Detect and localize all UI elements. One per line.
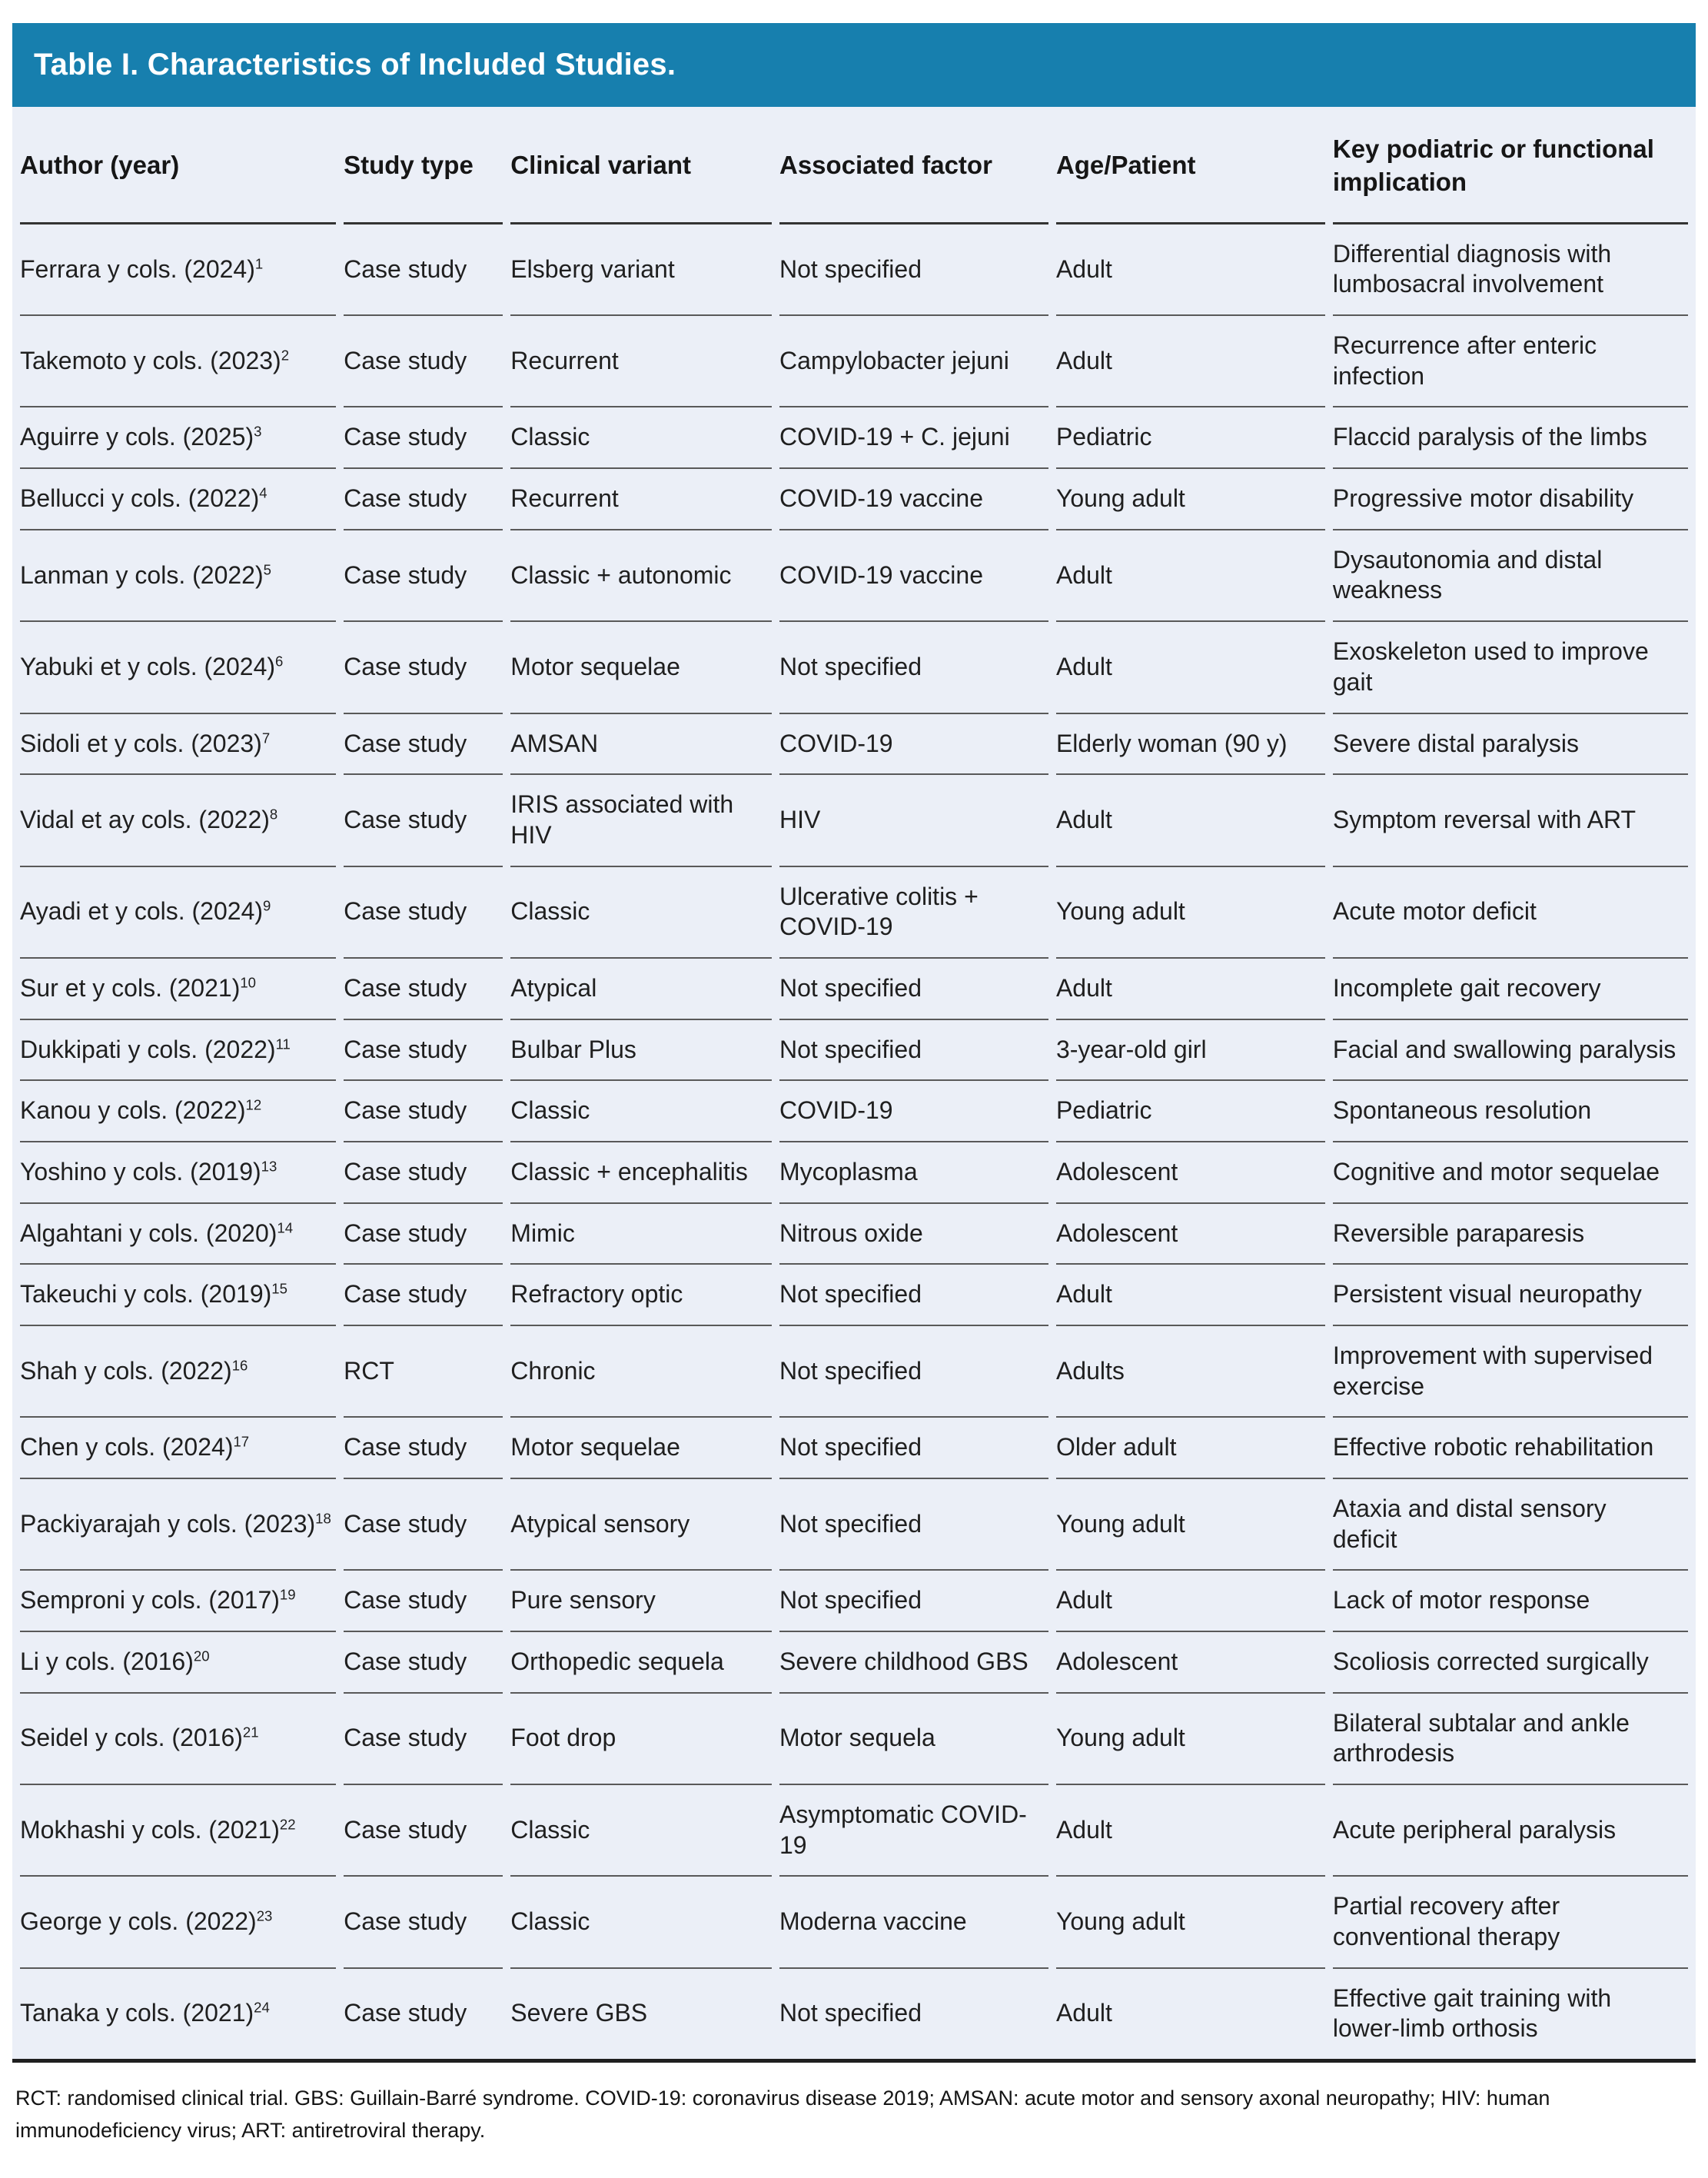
cell-age-patient: Adolescent [1056,1204,1325,1265]
cell-age-patient: Elderly woman (90 y) [1056,714,1325,776]
cell-study-type: Case study [344,959,503,1020]
table-row [20,1969,1688,2059]
reference-superscript: 5 [263,560,271,577]
cell-implication: Improvement with supervised exercise [1333,1326,1688,1418]
cell-implication: Dysautonomia and distal weakness [1333,530,1688,622]
cell-implication: Exoskeleton used to improve gait [1333,622,1688,713]
column-header-study-type: Study type [344,107,503,224]
cell-age-patient: Adult [1056,622,1325,713]
table-row [20,224,1688,316]
reference-superscript: 24 [254,1999,270,2016]
table-row [20,1204,1688,1265]
reference-superscript: 15 [271,1280,287,1297]
table-row [20,1785,1688,1877]
cell-associated-factor: Motor sequela [779,1694,1048,1785]
cell-associated-factor: COVID-19 + C. jejuni [779,407,1048,469]
cell-study-type: Case study [344,1081,503,1142]
cell-age-patient: Adults [1056,1326,1325,1418]
cell-age-patient: Adult [1055,1999,1112,2027]
cell-implication: Ataxia and distal sensory deficit [1333,1479,1688,1571]
table-container [12,107,1696,2063]
cell-age-patient: Adult [1056,224,1325,316]
table-row [20,622,1688,713]
cell-clinical-variant: Refractory optic [510,1265,772,1326]
cell-clinical-variant: Classic + encephalitis [510,1142,772,1204]
cell-associated-factor: Not specified [779,1326,1048,1418]
cell-clinical-variant: IRIS associated with HIV [510,775,772,866]
table-row [20,316,1688,407]
cell-study-type: Case study [344,1571,503,1632]
cell-age-patient: Adult [1056,530,1325,622]
cell-age-patient: Young adult [1056,1877,1325,1968]
cell-associated-factor: Not specified [779,1999,922,2027]
cell-implication: Persistent visual neuropathy [1333,1265,1688,1326]
cell-associated-factor: Not specified [779,224,1048,316]
cell-study-type: Case study [344,316,503,407]
reference-superscript: 17 [233,1433,250,1450]
cell-associated-factor: Ulcerative colitis + COVID-19 [779,867,1048,959]
reference-superscript: 1 [254,254,264,271]
table-row [20,1326,1688,1418]
cell-implication: Differential diagnosis with lumbosacral involvement [1333,224,1688,316]
cell-author: Shah y cols. $(2022)^{16}$ [20,1326,336,1418]
reference-superscript: 9 [263,897,271,914]
table-row [20,1694,1688,1785]
cell-clinical-variant: Classic [510,867,772,959]
cell-clinical-variant: Recurrent [510,469,772,530]
cell-study-type: Case study [344,1020,503,1082]
cell-associated-factor: Mycoplasma [779,1142,1048,1204]
table-title-bar [12,23,1696,107]
table-footnote: RCT: randomised clinical trial. GBS: Guillain-Barré syndrome. COVID-19: coronavirus disease 2019; AMSAN: acute motor and sensory axonal neuropathy; HIV: human immunodeficiency virus; ART: antiretroviral therapy. [15,2086,1550,2142]
cell-author: Mokhashi y cols. $(2021)^{22}$ [20,1785,336,1877]
cell-implication: Reversible paraparesis [1333,1204,1688,1265]
column-header-associated-factor: Associated factor [779,107,1048,224]
reference-superscript: 10 [240,974,256,991]
cell-associated-factor: Not specified [779,622,1048,713]
cell-implication: Lack of motor response [1333,1571,1688,1632]
cell-author: Bellucci y cols. $(2022)^4$ [20,469,336,530]
cell-associated-factor: Not specified [779,1479,1048,1571]
cell-clinical-variant: Classic [510,1785,772,1877]
reference-superscript: 3 [254,423,262,440]
cell-associated-factor: Not specified [779,1020,1048,1082]
reference-superscript: 23 [256,1907,273,1924]
reference-superscript: 6 [275,653,284,670]
cell-clinical-variant: Atypical sensory [510,1479,772,1571]
cell-age-patient: Pediatric [1056,407,1325,469]
cell-implication: Acute motor deficit [1333,867,1688,959]
cell-study-type: Case study [344,530,503,622]
table-row [20,530,1688,622]
cell-age-patient: Young adult [1056,1694,1325,1785]
cell-clinical-variant: Motor sequelae [510,622,772,713]
cell-associated-factor: COVID-19 [779,1081,1048,1142]
cell-study-type: Case study [344,469,503,530]
cell-author: Packiyarajah y cols. $(2023)^{18}$ [20,1479,336,1571]
cell-implication: Facial and swallowing paralysis [1333,1020,1688,1082]
cell-clinical-variant: Bulbar Plus [510,1020,772,1082]
table-body [20,224,1688,2059]
column-header-implication: Key podiatric or functional implication [1333,107,1688,224]
table-title: Table I. Characteristics of Included Studies. [34,48,676,81]
cell-clinical-variant: Classic + autonomic [510,530,772,622]
cell-age-patient: Pediatric [1056,1081,1325,1142]
cell-associated-factor: COVID-19 vaccine [779,530,1048,622]
cell-clinical-variant: Classic [510,1081,772,1142]
cell-study-type: Case study [344,1204,503,1265]
cell-associated-factor: Severe childhood GBS [779,1632,1048,1694]
cell-study-type: Case study [344,622,503,713]
table-row [20,469,1688,530]
cell-author: Semproni y cols. $(2017)^{19}$ [20,1571,336,1632]
cell-associated-factor: Not specified [779,1571,1048,1632]
cell-clinical-variant: Orthopedic sequela [510,1632,772,1694]
cell-age-patient: Young adult [1056,469,1325,530]
reference-superscript: 21 [242,1724,259,1741]
table-row [20,1877,1688,1968]
cell-study-type: RCT [344,1326,503,1418]
cell-author: Yabuki et y cols. $(2024)^6$ [20,622,336,713]
cell-age-patient: Young adult [1056,1479,1325,1571]
cell-author: Takemoto y cols. $(2023)^2$ [20,316,336,407]
table-row [20,1632,1688,1694]
cell-associated-factor: Asymptomatic COVID-19 [779,1785,1048,1877]
cell-implication: Effective robotic rehabilitation [1333,1418,1688,1479]
cell-study-type: Case study [344,775,503,866]
cell-clinical-variant: Pure sensory [510,1571,772,1632]
reference-superscript: 19 [279,1586,296,1603]
cell-implication: Symptom reversal with ART [1333,775,1688,866]
cell-study-type: Case study [344,714,503,776]
cell-implication: Bilateral subtalar and ankle arthrodesis [1333,1694,1688,1785]
cell-author: Yoshino y cols. $(2019)^{13}$ [20,1142,336,1204]
cell-implication: Acute peripheral paralysis [1333,1785,1688,1877]
reference-superscript: 2 [281,347,290,364]
table-row [20,867,1688,959]
cell-author: Chen y cols. $(2024)^{17}$ [20,1418,336,1479]
cell-associated-factor: COVID-19 vaccine [779,469,1048,530]
table-row [20,775,1688,866]
cell-associated-factor: Not specified [779,1418,1048,1479]
cell-age-patient: Adolescent [1056,1632,1325,1694]
cell-study-type: Case study [344,1877,503,1968]
cell-study-type: Case study [344,1999,467,2027]
cell-study-type: Case study [344,1785,503,1877]
cell-author: Kanou y cols. $(2022)^{12}$ [20,1081,336,1142]
cell-implication: Severe distal paralysis [1333,714,1688,776]
cell-age-patient: Adult [1056,775,1325,866]
reference-superscript: 22 [279,1816,296,1833]
cell-age-patient: Adult [1056,1785,1325,1877]
reference-superscript: 7 [261,729,271,746]
cell-age-patient: Young adult [1056,867,1325,959]
column-header-author: Author (year) [20,107,336,224]
cell-author: Takeuchi y cols. $(2019)^{15}$ [20,1265,336,1326]
cell-author: Seidel y cols. $(2016)^{21}$ [20,1694,336,1785]
table-row [20,959,1688,1020]
cell-age-patient: Adult [1056,1571,1325,1632]
cell-author: Aguirre y cols. $(2025)^3$ [20,407,336,469]
reference-superscript: 12 [245,1096,262,1113]
cell-study-type: Case study [344,1142,503,1204]
header-row [20,107,1688,224]
cell-associated-factor: Not specified [779,959,1048,1020]
cell-implication: Flaccid paralysis of the limbs [1333,407,1688,469]
cell-author: Vidal et ay cols. $(2022)^8$ [20,775,336,866]
cell-study-type: Case study [344,1265,503,1326]
cell-age-patient: Adult [1056,1265,1325,1326]
cell-author: Tanaka y cols. $(2021)^{24}$ [20,1999,270,2027]
reference-superscript: 20 [193,1648,210,1664]
reference-superscript: 16 [231,1357,248,1374]
cell-author: Sidoli et y cols. $(2023)^7$ [20,714,336,776]
table-row [20,1081,1688,1142]
table-row [20,714,1688,776]
cell-clinical-variant: Elsberg variant [510,224,772,316]
cell-author: Dukkipati y cols. $(2022)^{11}$ [20,1020,336,1082]
table-row [20,407,1688,469]
cell-study-type: Case study [344,1418,503,1479]
cell-age-patient: 3-year-old girl [1056,1020,1325,1082]
cell-implication: Partial recovery after conventional therapy [1333,1877,1688,1968]
table-header [20,107,1688,224]
reference-superscript: 14 [277,1219,294,1235]
cell-associated-factor: Moderna vaccine [779,1877,1048,1968]
cell-implication: Spontaneous resolution [1333,1081,1688,1142]
cell-implication: Progressive motor disability [1333,469,1688,530]
cell-implication: Recurrence after enteric infection [1333,316,1688,407]
cell-associated-factor: HIV [779,775,1048,866]
table-row [20,1265,1688,1326]
cell-clinical-variant: Classic [510,1877,772,1968]
cell-clinical-variant: AMSAN [510,714,772,776]
cell-age-patient: Adult [1056,316,1325,407]
cell-author: Li y cols. $(2016)^{20}$ [20,1632,336,1694]
table-row [20,1571,1688,1632]
cell-study-type: Case study [344,1632,503,1694]
cell-clinical-variant: Severe GBS [510,1999,648,2027]
cell-implication: Cognitive and motor sequelae [1333,1142,1688,1204]
cell-associated-factor: Not specified [779,1265,1048,1326]
reference-superscript: 18 [315,1510,331,1527]
cell-clinical-variant: Mimic [510,1204,772,1265]
cell-age-patient: Adult [1056,959,1325,1020]
cell-age-patient: Older adult [1056,1418,1325,1479]
table-row [20,1142,1688,1204]
cell-age-patient: Adolescent [1056,1142,1325,1204]
cell-author: George y cols. $(2022)^{23}$ [20,1877,336,1968]
cell-study-type: Case study [344,867,503,959]
cell-author: Lanman y cols. $(2022)^5$ [20,530,336,622]
cell-clinical-variant: Motor sequelae [510,1418,772,1479]
studies-table [12,107,1696,2059]
cell-clinical-variant: Chronic [510,1326,772,1418]
cell-author: Algahtani y cols. $(2020)^{14}$ [20,1204,336,1265]
cell-study-type: Case study [344,1694,503,1785]
cell-associated-factor: Nitrous oxide [779,1204,1048,1265]
cell-implication: Effective gait training with lower-limb orthosis [1332,1983,1612,2043]
table-row [20,1020,1688,1082]
cell-study-type: Case study [344,1479,503,1571]
cell-associated-factor: Campylobacter jejuni [779,316,1048,407]
reference-superscript: 11 [275,1035,291,1052]
cell-author: Ferrara y cols. $(2024)^1$ [20,224,336,316]
column-header-clinical-variant: Clinical variant [510,107,772,224]
cell-clinical-variant: Recurrent [510,316,772,407]
cell-associated-factor: COVID-19 [779,714,1048,776]
cell-implication: Scoliosis corrected surgically [1333,1632,1688,1694]
column-header-age-patient: Age/Patient [1056,107,1325,224]
cell-author: Ayadi et y cols. $(2024)^9$ [20,867,336,959]
reference-superscript: 4 [259,484,267,501]
cell-clinical-variant: Foot drop [510,1694,772,1785]
cell-study-type: Case study [344,407,503,469]
table-row [20,1479,1688,1571]
cell-author: Sur et y cols. $(2021)^{10}$ [20,959,336,1020]
reference-superscript: 8 [269,806,278,823]
table-row [20,1418,1688,1479]
cell-implication: Incomplete gait recovery [1333,959,1688,1020]
cell-study-type: Case study [344,224,503,316]
reference-superscript: 13 [261,1158,277,1175]
cell-clinical-variant: Classic [510,407,772,469]
cell-clinical-variant: Atypical [510,959,772,1020]
